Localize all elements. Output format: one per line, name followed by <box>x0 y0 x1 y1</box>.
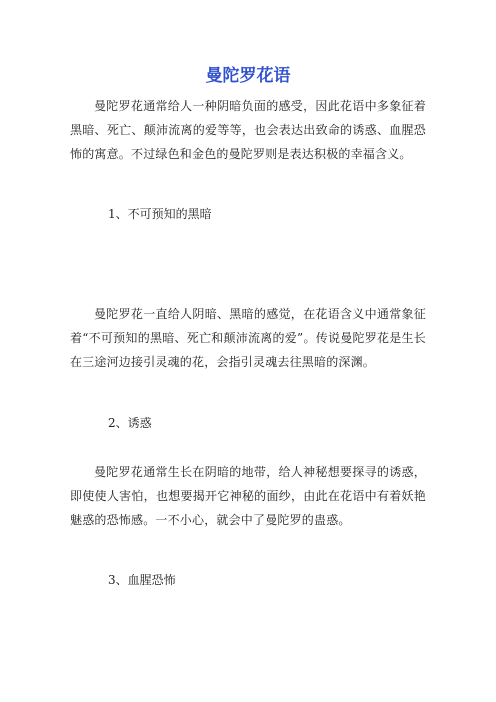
section-heading-1: 1、不可预知的黑暗 <box>108 207 212 221</box>
section-heading-2: 2、诱惑 <box>108 416 152 430</box>
section-body-1: 曼陀罗花一直给人阴暗、黑暗的感觉，在花语含义中通常象征着“不可预知的黑暗、死亡和颠沛流离的爱”。传说曼陀罗花是生长在三途河边接引灵魂的花，会指引灵魂去往黑暗的深渊。 <box>70 307 426 369</box>
intro-paragraph: 曼陀罗花通常给人一种阴暗负面的感受，因此花语中多象征着黑暗、死亡、颠沛流离的爱等等，也会表达出致命的诱惑、血腥恐怖的寓意。不过绿色和金色的曼陀罗则是表达积极的幸福含义。 <box>70 99 426 161</box>
page-title: 曼陀罗花语 <box>205 66 291 86</box>
section-heading-3: 3、血腥恐怖 <box>108 573 176 587</box>
section-body-2: 曼陀罗花通常生长在阴暗的地带，给人神秘想要探寻的诱惑，即使使人害怕，也想要揭开它神秘的面纱，由此在花语中有着妖艳魅惑的恐怖感。一不小心，就会中了曼陀罗的蛊惑。 <box>70 465 426 527</box>
